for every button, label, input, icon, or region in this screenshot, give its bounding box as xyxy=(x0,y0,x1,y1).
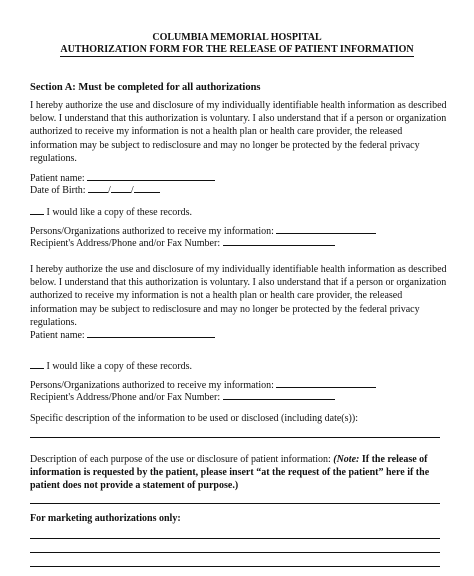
form-title: AUTHORIZATION FORM FOR THE RELEASE OF PATIENT INFORMATION xyxy=(60,44,414,55)
persons-label-1: Persons/Organizations authorized to receive my information: xyxy=(30,226,274,237)
recipient-label-1: Recipient's Address/Phone and/or Fax Number: xyxy=(30,238,221,249)
purpose-intro: Description of each purpose of the use or disclosure of patient information: xyxy=(30,454,331,465)
date-of-birth-row xyxy=(30,183,160,197)
purpose-field[interactable] xyxy=(30,503,440,504)
section-a-title: Section A: Must be completed for all authorizations xyxy=(30,82,261,93)
persons-label-2: Persons/Organizations authorized to receive my information: xyxy=(30,380,274,391)
authorization-paragraph-2: I hereby authorize the use and disclosure of my individually identifiable health information as described below. I understand that this authorization is voluntary. I also understand that if a person or organization authorized to receive my information is not a health plan or health care provider, the released information may be subject to redisclosure and may no longer be protected by the federal privacy regulations. xyxy=(30,264,447,328)
form-header xyxy=(0,32,474,57)
copy-request-row-2 xyxy=(30,359,192,373)
patient-name-field-1[interactable] xyxy=(87,171,215,181)
dob-separator-2: / xyxy=(130,185,134,196)
recipient-field-1[interactable] xyxy=(223,236,335,246)
purpose-description xyxy=(30,453,448,493)
patient-name-row-2 xyxy=(30,328,215,342)
dob-month-field[interactable] xyxy=(88,183,108,193)
specific-description-field[interactable] xyxy=(30,437,440,438)
patient-name-label-2: Patient name: xyxy=(30,330,85,341)
authorization-paragraph-1: I hereby authorize the use and disclosure of my individually identifiable health information as described below. I understand that this authorization is voluntary. I also understand that if a person or organization authorized to receive my information is not a health plan or health care provider, the released information may be subject to redisclosure and may no longer be protected by the federal privacy regulations. xyxy=(30,100,447,164)
purpose-note-label: (Note: xyxy=(333,454,360,465)
recipient-label-2: Recipient's Address/Phone and/or Fax Number: xyxy=(30,392,221,403)
copy-request-label-1: I would like a copy of these records. xyxy=(46,207,193,218)
marketing-field-2[interactable] xyxy=(30,552,440,553)
recipient-row-2 xyxy=(30,390,335,404)
recipient-row-1 xyxy=(30,236,335,250)
recipient-field-2[interactable] xyxy=(223,390,335,400)
persons-field-2[interactable] xyxy=(276,378,376,388)
marketing-field-1[interactable] xyxy=(30,538,440,539)
patient-name-field-2[interactable] xyxy=(87,328,215,338)
dob-day-field[interactable] xyxy=(111,183,131,193)
date-of-birth-label: Date of Birth: xyxy=(30,185,86,196)
dob-year-field[interactable] xyxy=(134,183,160,193)
patient-name-label-1: Patient name: xyxy=(30,173,85,184)
hospital-name: COLUMBIA MEMORIAL HOSPITAL xyxy=(152,32,322,43)
specific-description-label: Specific description of the information to be used or disclosed (including date(s)): xyxy=(30,413,358,424)
persons-field-1[interactable] xyxy=(276,224,376,234)
purpose-note-text: If the release of information is requested by the patient, please insert “at the request of the patient” here if the patient does not provide a statement of purpose.) xyxy=(30,454,430,492)
copy-request-checkbox-1[interactable] xyxy=(30,205,44,215)
marketing-title: For marketing authorizations only: xyxy=(30,513,181,524)
copy-request-row-1 xyxy=(30,205,192,219)
copy-request-checkbox-2[interactable] xyxy=(30,359,44,369)
marketing-field-3[interactable] xyxy=(30,566,440,567)
dob-separator-1: / xyxy=(108,185,111,196)
copy-request-label-2: I would like a copy of these records. xyxy=(46,361,193,372)
